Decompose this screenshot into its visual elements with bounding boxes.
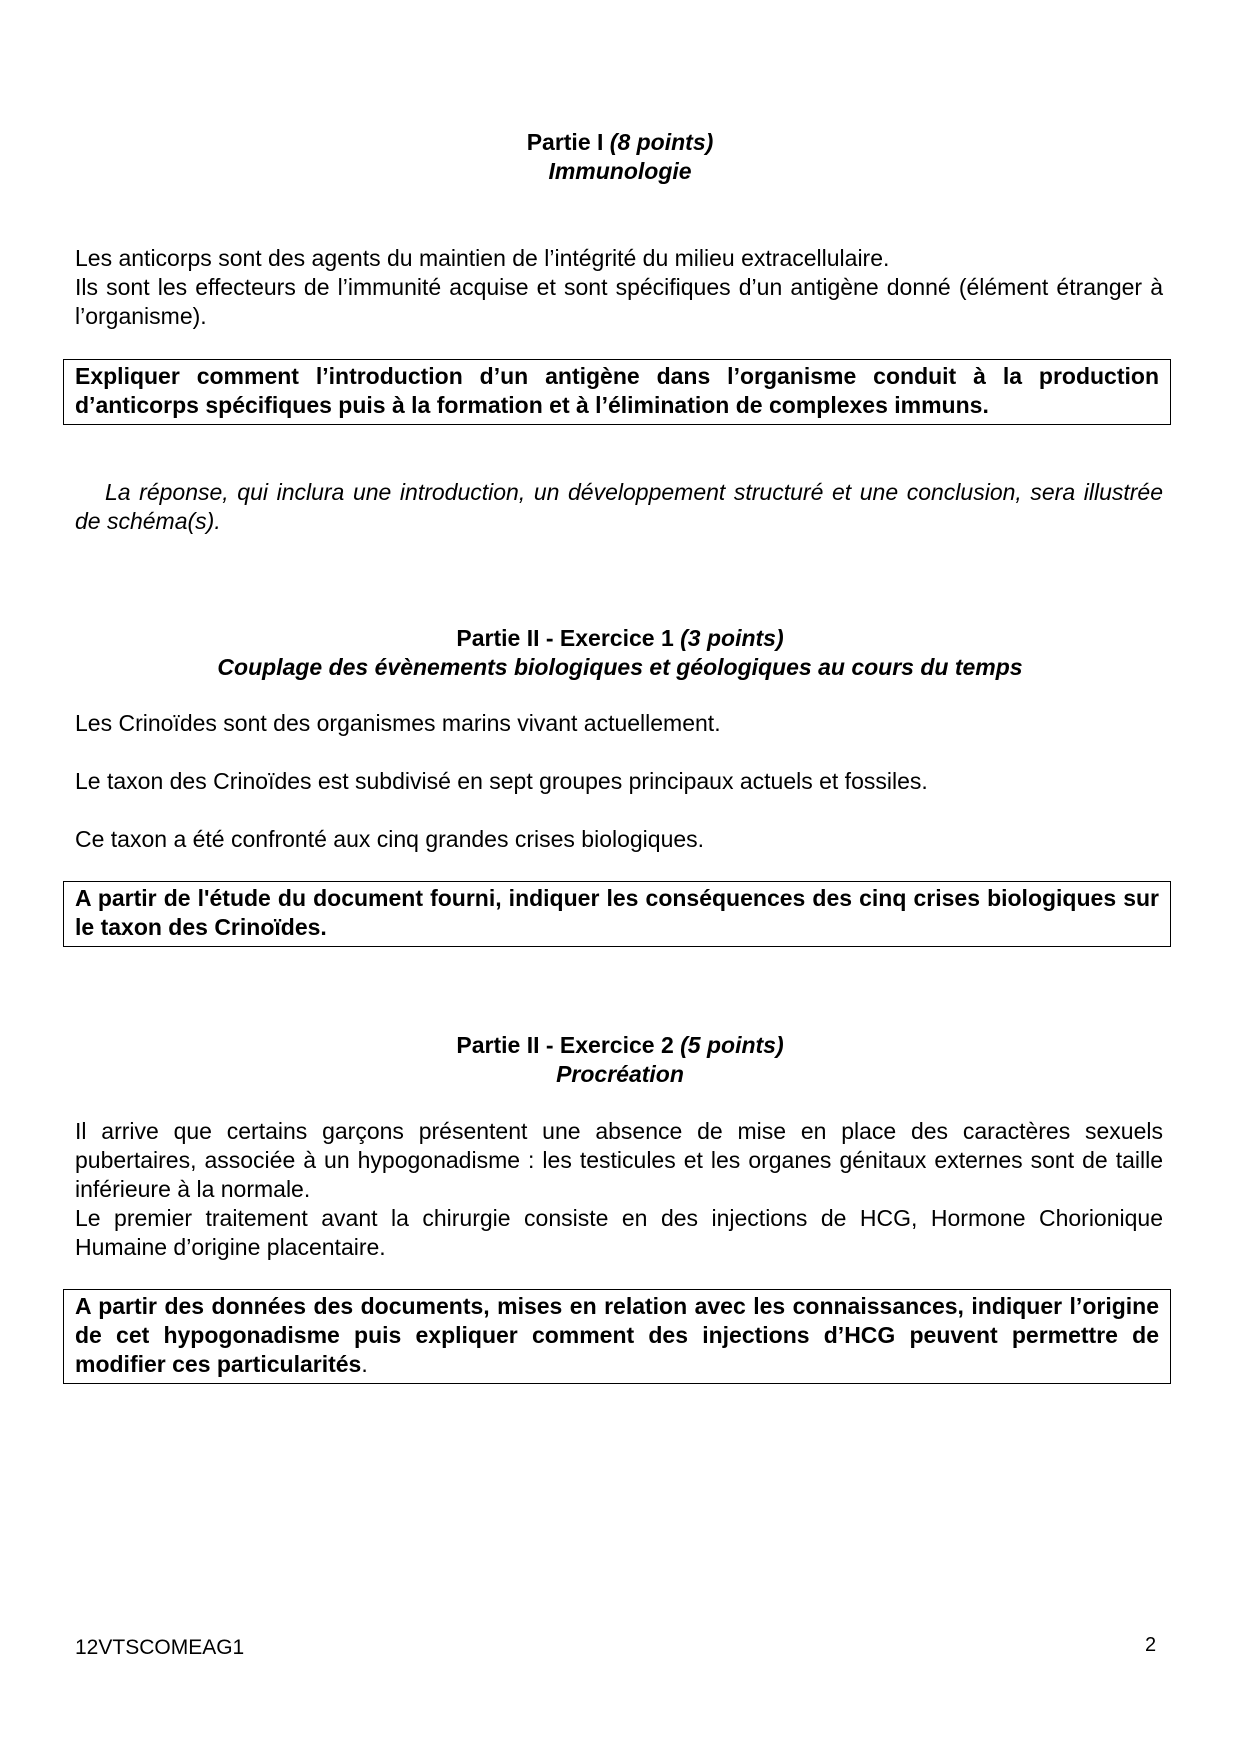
partie1-header bbox=[0, 128, 1240, 186]
partie1-title-line bbox=[0, 128, 1240, 157]
partie2-ex1-header bbox=[0, 624, 1240, 682]
partie2-ex2-question-end: . bbox=[361, 1351, 368, 1377]
partie2-ex2-paragraph2: Le premier traitement avant la chirurgie consiste en des injections de HCG, Hormone Chorionique Humaine d’origine placentaire. bbox=[75, 1205, 1163, 1260]
partie2-ex2-points: (5 points) bbox=[680, 1032, 784, 1058]
partie2-ex1-subtitle: Couplage des évènements biologiques et géologiques au cours du temps bbox=[217, 654, 1023, 680]
partie1-question-box bbox=[63, 359, 1171, 425]
partie2-ex2-question-box bbox=[63, 1289, 1171, 1384]
partie1-subtitle: Immunologie bbox=[548, 158, 692, 184]
partie1-question: Expliquer comment l’introduction d’un antigène dans l’organisme conduit à la production d’anticorps spécifiques puis à la formation et à l’élimination de complexes immuns. bbox=[75, 363, 1159, 418]
partie2-ex2-title-line bbox=[0, 1031, 1240, 1060]
partie2-ex2-title: Partie II - Exercice 2 bbox=[456, 1032, 674, 1058]
partie2-ex2-subtitle: Procréation bbox=[556, 1061, 684, 1087]
partie1-paragraph-line2: Ils sont les effecteurs de l’immunité acquise et sont spécifiques d’un antigène donné (élément étranger à l’organisme). bbox=[75, 274, 1163, 329]
partie2-ex1-paragraph1: Les Crinoïdes sont des organismes marins vivant actuellement. bbox=[75, 710, 721, 736]
partie2-ex1-points: (3 points) bbox=[680, 625, 784, 651]
partie1-instruction: La réponse, qui inclura une introduction, un développement structuré et une conclusion, sera illustrée de schéma(s). bbox=[75, 479, 1163, 534]
partie1-paragraph bbox=[75, 244, 1163, 331]
partie1-title: Partie I bbox=[526, 129, 604, 155]
partie1-points: (8 points) bbox=[609, 129, 714, 155]
partie2-ex1-paragraph3: Ce taxon a été confronté aux cinq grandes crises biologiques. bbox=[75, 826, 705, 852]
partie2-ex1-question: A partir de l'étude du document fourni, indiquer les conséquences des cinq crises biologiques sur le taxon des Crinoïdes. bbox=[75, 885, 1159, 940]
partie2-ex1-title: Partie II - Exercice 1 bbox=[456, 625, 674, 651]
partie2-ex1-paragraph2: Le taxon des Crinoïdes est subdivisé en sept groupes principaux actuels et fossiles. bbox=[75, 768, 928, 794]
partie2-ex1-question-box bbox=[63, 881, 1171, 947]
partie2-ex2-question: A partir des données des documents, mises en relation avec les connaissances, indiquer l’origine de cet hypogonadisme puis expliquer comment des injections d’HCG peuvent permettre de modifier ces particularités bbox=[75, 1293, 1159, 1377]
partie2-ex2-paragraph1: Il arrive que certains garçons présentent une absence de mise en place des caractères sexuels pubertaires, associée à un hypogonadisme : les testicules et les organes génitaux externes sont de taille inférieure à la normale. bbox=[75, 1118, 1163, 1202]
footer-page-number: 2 bbox=[1145, 1634, 1157, 1656]
partie2-ex1-title-line bbox=[0, 624, 1240, 653]
partie1-paragraph-line1: Les anticorps sont des agents du maintien de l’intégrité du milieu extracellulaire. bbox=[75, 245, 890, 271]
footer-code: 12VTSCOMEAG1 bbox=[75, 1636, 245, 1659]
partie2-ex2-header bbox=[0, 1031, 1240, 1089]
